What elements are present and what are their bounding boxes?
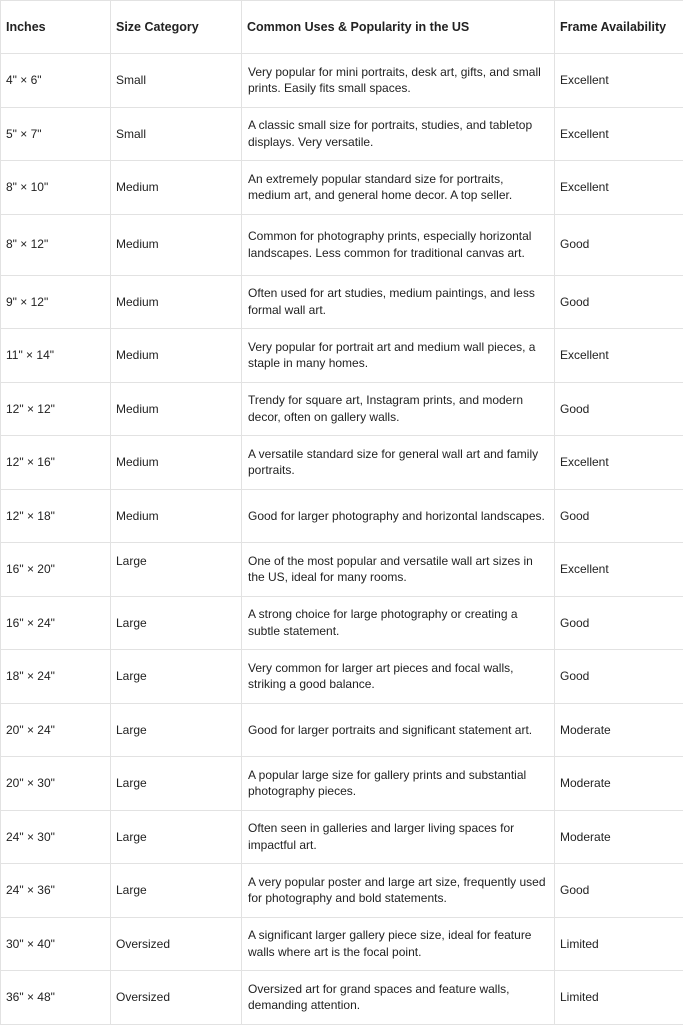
table-row — [1, 971, 683, 1025]
cell-inches: 8" × 10" — [1, 161, 111, 215]
cell-size-category: Large — [111, 596, 242, 650]
cell-frame-availability: Excellent — [555, 543, 683, 597]
cell-frame-availability: Excellent — [555, 436, 683, 490]
cell-frame-availability: Moderate — [555, 810, 683, 864]
table-row — [1, 107, 683, 161]
cell-inches: 24" × 30" — [1, 810, 111, 864]
header-row — [1, 1, 683, 54]
cell-common-uses: Very popular for portrait art and medium wall pieces, a staple in many homes. — [242, 329, 555, 383]
cell-size-category: Medium — [111, 329, 242, 383]
cell-common-uses: Trendy for square art, Instagram prints, and modern decor, often on gallery walls. — [242, 382, 555, 436]
table-row — [1, 436, 683, 490]
header-frame-availability: Frame Availability — [555, 1, 683, 54]
cell-common-uses: A strong choice for large photography or creating a subtle statement. — [242, 596, 555, 650]
cell-inches: 12" × 16" — [1, 436, 111, 490]
cell-inches: 16" × 20" — [1, 543, 111, 597]
cell-common-uses: Good for larger portraits and significant statement art. — [242, 703, 555, 757]
header-common-uses: Common Uses & Popularity in the US — [242, 1, 555, 54]
cell-frame-availability: Limited — [555, 917, 683, 971]
cell-inches: 12" × 18" — [1, 489, 111, 543]
header-size-category: Size Category — [111, 1, 242, 54]
table-row — [1, 810, 683, 864]
cell-common-uses: Often seen in galleries and larger living spaces for impactful art. — [242, 810, 555, 864]
cell-size-category: Small — [111, 107, 242, 161]
table-row — [1, 214, 683, 275]
table-row — [1, 489, 683, 543]
table-row — [1, 161, 683, 215]
cell-size-category: Medium — [111, 161, 242, 215]
cell-common-uses: Often used for art studies, medium paintings, and less formal wall art. — [242, 275, 555, 329]
table-row — [1, 596, 683, 650]
cell-common-uses: A significant larger gallery piece size, ideal for feature walls where art is the focal point. — [242, 917, 555, 971]
table-row — [1, 382, 683, 436]
cell-frame-availability: Excellent — [555, 107, 683, 161]
cell-inches: 4" × 6" — [1, 54, 111, 108]
cell-size-category: Large — [111, 864, 242, 918]
cell-frame-availability: Moderate — [555, 703, 683, 757]
cell-inches: 16" × 24" — [1, 596, 111, 650]
cell-inches: 11" × 14" — [1, 329, 111, 383]
table-row — [1, 650, 683, 704]
cell-common-uses: An extremely popular standard size for portraits, medium art, and general home decor. A top seller. — [242, 161, 555, 215]
cell-frame-availability: Limited — [555, 971, 683, 1025]
cell-common-uses: Very popular for mini portraits, desk art, gifts, and small prints. Easily fits small spaces. — [242, 54, 555, 108]
table-row — [1, 864, 683, 918]
cell-frame-availability: Good — [555, 214, 683, 275]
header-inches: Inches — [1, 1, 111, 54]
cell-frame-availability: Good — [555, 275, 683, 329]
cell-size-category: Large — [111, 543, 242, 597]
cell-size-category: Large — [111, 757, 242, 811]
table-row — [1, 54, 683, 108]
cell-size-category: Medium — [111, 382, 242, 436]
cell-inches: 20" × 24" — [1, 703, 111, 757]
cell-frame-availability: Good — [555, 489, 683, 543]
table-row — [1, 275, 683, 329]
cell-size-category: Medium — [111, 489, 242, 543]
cell-common-uses: A versatile standard size for general wall art and family portraits. — [242, 436, 555, 490]
cell-common-uses: Common for photography prints, especially horizontal landscapes. Less common for traditional canvas art. — [242, 214, 555, 275]
table-row — [1, 543, 683, 597]
cell-size-category: Medium — [111, 436, 242, 490]
cell-inches: 12" × 12" — [1, 382, 111, 436]
cell-common-uses: Very common for larger art pieces and focal walls, striking a good balance. — [242, 650, 555, 704]
cell-common-uses: One of the most popular and versatile wall art sizes in the US, ideal for many rooms. — [242, 543, 555, 597]
cell-frame-availability: Good — [555, 382, 683, 436]
cell-frame-availability: Good — [555, 650, 683, 704]
cell-size-category: Oversized — [111, 971, 242, 1025]
cell-frame-availability: Good — [555, 596, 683, 650]
cell-inches: 8" × 12" — [1, 214, 111, 275]
table-row — [1, 329, 683, 383]
cell-frame-availability: Moderate — [555, 757, 683, 811]
cell-inches: 24" × 36" — [1, 864, 111, 918]
cell-frame-availability: Excellent — [555, 161, 683, 215]
cell-size-category: Small — [111, 54, 242, 108]
cell-frame-availability: Excellent — [555, 54, 683, 108]
cell-size-category: Large — [111, 703, 242, 757]
cell-common-uses: Good for larger photography and horizontal landscapes. — [242, 489, 555, 543]
cell-inches: 36" × 48" — [1, 971, 111, 1025]
table-row — [1, 703, 683, 757]
cell-size-category: Oversized — [111, 917, 242, 971]
table-body — [1, 54, 683, 1025]
cell-size-category: Large — [111, 810, 242, 864]
table-row — [1, 917, 683, 971]
cell-common-uses: Oversized art for grand spaces and feature walls, demanding attention. — [242, 971, 555, 1025]
table-row — [1, 757, 683, 811]
cell-size-category: Medium — [111, 275, 242, 329]
cell-inches: 30" × 40" — [1, 917, 111, 971]
cell-inches: 18" × 24" — [1, 650, 111, 704]
cell-inches: 20" × 30" — [1, 757, 111, 811]
cell-frame-availability: Good — [555, 864, 683, 918]
cell-common-uses: A classic small size for portraits, studies, and tabletop displays. Very versatile. — [242, 107, 555, 161]
cell-frame-availability: Excellent — [555, 329, 683, 383]
cell-inches: 9" × 12" — [1, 275, 111, 329]
cell-size-category: Medium — [111, 214, 242, 275]
cell-inches: 5" × 7" — [1, 107, 111, 161]
cell-common-uses: A popular large size for gallery prints and substantial photography pieces. — [242, 757, 555, 811]
cell-size-category: Large — [111, 650, 242, 704]
cell-common-uses: A very popular poster and large art size, frequently used for photography and bold statements. — [242, 864, 555, 918]
